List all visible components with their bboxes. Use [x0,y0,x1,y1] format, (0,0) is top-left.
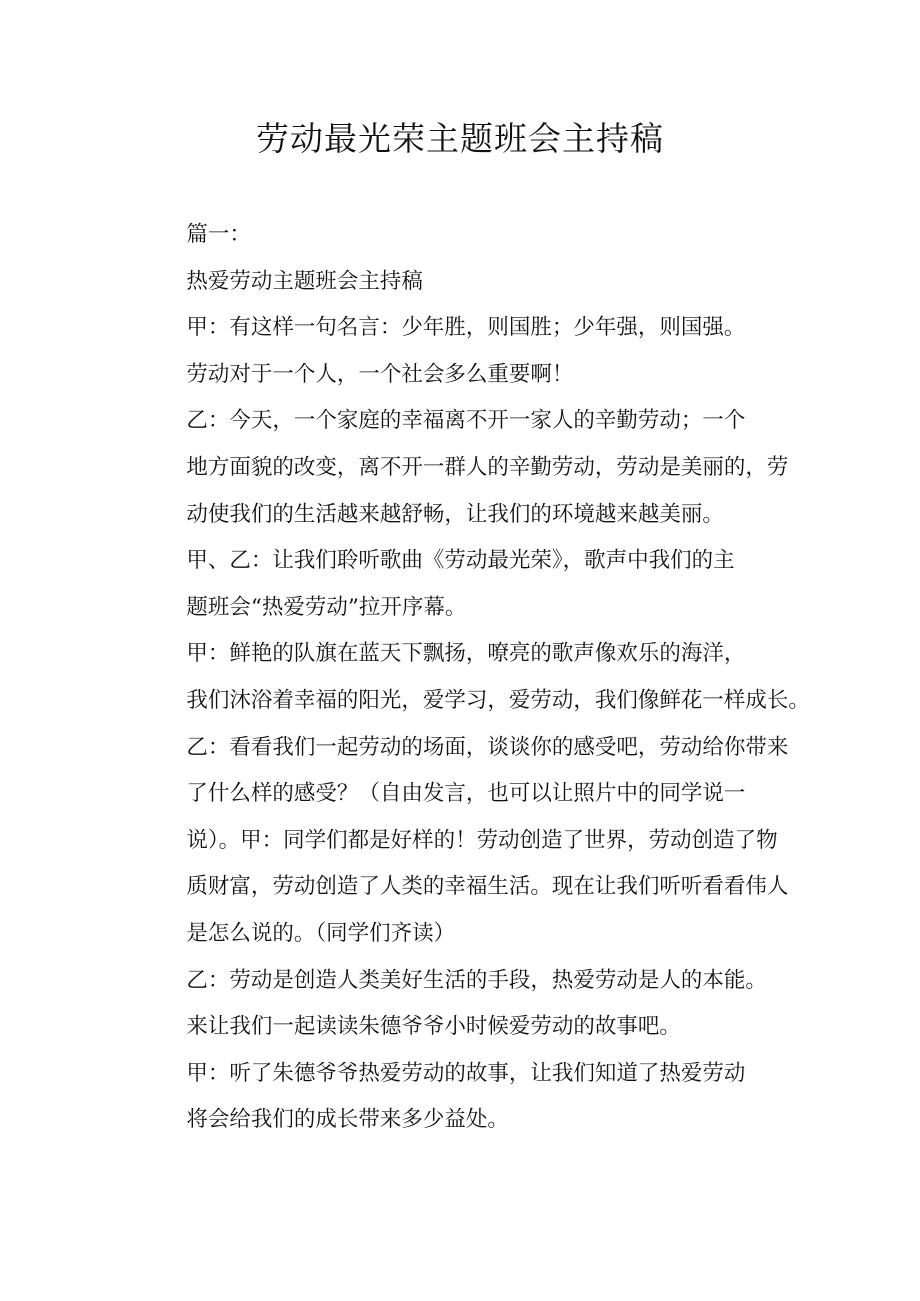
document-title: 劳动最光荣主题班会主持稿 [256,119,664,158]
paragraph-yi-today [138,398,790,538]
text-line: 甲、乙：让我们聆听歌曲《劳动最光荣》，歌声中我们的主 [186,548,735,574]
text-line: 来让我们一起读读朱德爷爷小时候爱劳动的故事吧。 [186,1014,681,1040]
text-line: 劳动对于一个人，一个社会多么重要啊！ [186,361,574,387]
paragraph-flag-and-discussion [138,631,810,957]
text-line: 我们沐浴着幸福的阳光，爱学习，爱劳动，我们像鲜花一样成长。 [186,687,810,713]
paragraph-yi-zhude [138,958,790,1051]
text-line: 甲：听了朱德爷爷热爱劳动的故事，让我们知道了热爱劳动 [186,1060,746,1086]
paragraph-part-label [138,212,790,259]
paragraph-jia-quote [138,305,790,398]
document-body [138,212,810,1144]
text-line: 题班会“热爱劳动”拉开序幕。 [186,594,467,620]
text-line: 说）。甲：同学们都是好样的！劳动创造了世界，劳动创造了物 [186,827,778,853]
text-line: 甲：有这样一句名言：少年胜，则国胜；少年强，则国强。 [186,315,746,341]
text-line: 了什么样的感受？（自由发言，也可以让照片中的同学说一 [186,781,746,807]
text-line: 将会给我们的成长带来多少益处。 [186,1107,509,1133]
paragraph-jia-yi-song [138,538,790,631]
text-line: 动使我们的生活越来越舒畅，让我们的环境越来越美丽。 [186,501,724,527]
text-line: 地方面貌的改变，离不开一群人的辛勤劳动，劳动是美丽的，劳 [186,454,789,480]
text-line: 乙：劳动是创造人类美好生活的手段，热爱劳动是人的本能。 [186,967,767,993]
text-line: 热爱劳动主题班会主持稿 [186,268,423,294]
text-line: 篇一： [186,222,251,247]
text-line: 质财富，劳动创造了人类的幸福生活。现在让我们听听看看伟人 [186,874,789,900]
text-line: 乙：看看我们一起劳动的场面，谈谈你的感受吧，劳动给你带来 [186,734,789,760]
paragraph-subtitle [138,259,790,306]
text-line: 甲：鲜艳的队旗在蓝天下飘扬，嘹亮的歌声像欢乐的海洋， [186,641,746,667]
text-line: 是怎么说的。（同学们齐读） [186,920,456,946]
text-line: 乙：今天，一个家庭的幸福离不开一家人的辛勤劳动；一个 [186,408,746,434]
paragraph-jia-benefits [138,1051,790,1144]
